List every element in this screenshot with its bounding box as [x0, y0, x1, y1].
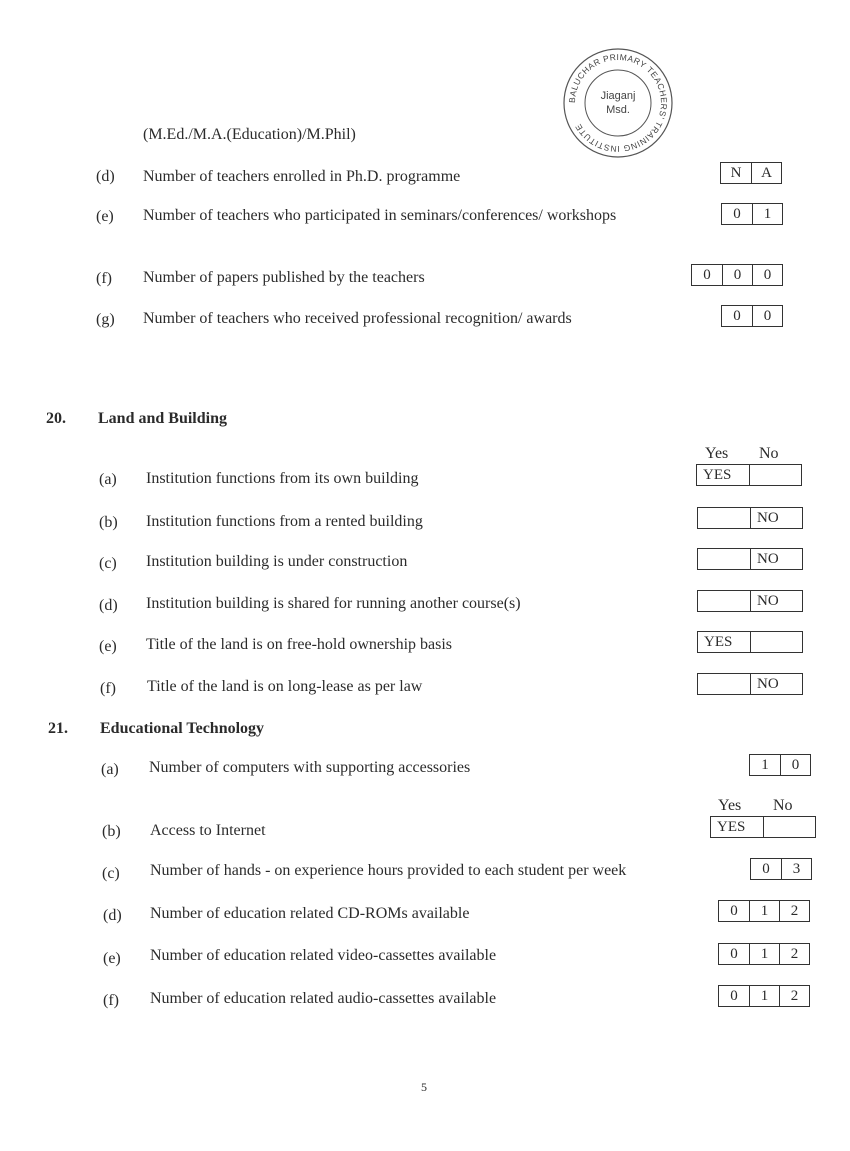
q20-a-text: Institution functions from its own building	[146, 470, 419, 487]
q21-a-letter: (a)	[101, 761, 119, 778]
q20-d-letter: (d)	[99, 597, 118, 614]
answer-cell[interactable]: 0	[730, 945, 738, 962]
q20-c-yes-no-box[interactable]	[697, 548, 803, 570]
answer-cell[interactable]: 1	[749, 944, 779, 964]
q20-e-yes-no-box[interactable]	[697, 631, 803, 653]
q21-f-letter: (f)	[103, 992, 119, 1009]
institute-stamp	[562, 47, 674, 159]
yes-cell[interactable]: YES	[703, 467, 732, 483]
q21-b-text: Access to Internet	[150, 822, 266, 839]
svg-text:BALUCHAR PRIMARY TEACHERS' TRA	[567, 52, 669, 154]
q21-c-answer-box[interactable]	[750, 858, 812, 880]
answer-cell[interactable]: N	[730, 164, 742, 181]
q21-d-letter: (d)	[103, 907, 122, 924]
q19-g-answer-box[interactable]	[721, 305, 783, 327]
q19-d-letter: (d)	[96, 168, 115, 185]
q21-a-text: Number of computers with supporting accessories	[149, 759, 471, 776]
yes-cell[interactable]	[698, 591, 750, 611]
no-cell[interactable]: NO	[750, 674, 802, 694]
q19-d-answer-box[interactable]	[720, 162, 782, 184]
q21-e-answer-box[interactable]	[718, 943, 810, 965]
q20-f-text: Title of the land is on long-lease as per law	[147, 678, 423, 695]
q19-e-answer-box[interactable]	[721, 203, 783, 225]
q20-title: Land and Building	[98, 410, 227, 427]
q20-c-text: Institution building is under construction	[146, 553, 408, 570]
answer-cell[interactable]: 0	[762, 860, 770, 877]
no-cell[interactable]	[763, 817, 815, 837]
q20-e-text: Title of the land is on free-hold ownership basis	[146, 636, 453, 653]
q19-e-letter: (e)	[96, 208, 114, 225]
q19-g-text: Number of teachers who received professional recognition/ awards	[143, 310, 572, 327]
no-cell[interactable]: NO	[750, 508, 802, 528]
q19-e-text: Number of teachers who participated in seminars/conferences/ workshops	[143, 207, 617, 224]
q19-continued-text: (M.Ed./M.A.(Education)/M.Phil)	[143, 126, 356, 143]
q20-no-header: No	[759, 445, 779, 462]
q21-c-text: Number of hands - on experience hours provided to each student per week	[150, 862, 627, 879]
answer-cell[interactable]: 1	[749, 986, 779, 1006]
answer-cell[interactable]: 0	[703, 266, 711, 283]
stamp-ring-text: BALUCHAR PRIMARY TEACHERS' TRAINING INSTITUTE	[566, 51, 670, 155]
q20-yes-header: Yes	[705, 445, 729, 462]
q20-d-text: Institution building is shared for running another course(s)	[146, 595, 521, 612]
q20-d-yes-no-box[interactable]	[697, 590, 803, 612]
answer-cell[interactable]: 0	[733, 307, 741, 324]
q21-f-answer-box[interactable]	[718, 985, 810, 1007]
no-cell[interactable]	[750, 632, 802, 652]
q20-f-letter: (f)	[100, 680, 116, 697]
q19-g-letter: (g)	[96, 311, 115, 328]
q21-d-text: Number of education related CD-ROMs available	[150, 905, 470, 922]
stamp-center-line2: Msd.	[606, 104, 630, 116]
q21-e-letter: (e)	[103, 950, 121, 967]
yes-cell[interactable]: YES	[717, 819, 746, 835]
answer-cell[interactable]: 1	[761, 756, 769, 773]
q21-number: 21.	[48, 720, 68, 737]
answer-cell[interactable]: 0	[730, 987, 738, 1004]
answer-cell[interactable]: 0	[730, 902, 738, 919]
q21-e-text: Number of education related video-cassettes available	[150, 947, 497, 964]
no-cell[interactable]	[749, 465, 801, 485]
q21-d-answer-box[interactable]	[718, 900, 810, 922]
q19-f-letter: (f)	[96, 270, 112, 287]
q21-no-header: No	[773, 797, 793, 814]
answer-cell[interactable]: 0	[752, 265, 782, 285]
q19-f-answer-box[interactable]	[691, 264, 783, 286]
answer-cell[interactable]: 0	[733, 205, 741, 222]
q21-f-text: Number of education related audio-cassettes available	[150, 990, 497, 1007]
yes-cell[interactable]	[698, 508, 750, 528]
answer-cell[interactable]: A	[751, 163, 781, 183]
q20-f-yes-no-box[interactable]	[697, 673, 803, 695]
answer-cell[interactable]: 0	[722, 265, 752, 285]
q21-a-answer-box[interactable]	[749, 754, 811, 776]
answer-cell[interactable]: 2	[779, 986, 809, 1006]
answer-cell[interactable]: 2	[779, 901, 809, 921]
yes-cell[interactable]	[698, 549, 750, 569]
stamp-center-line1: Jiaganj	[600, 90, 636, 102]
q19-d-text: Number of teachers enrolled in Ph.D. programme	[143, 168, 461, 185]
q20-b-letter: (b)	[99, 514, 118, 531]
answer-cell[interactable]: 1	[752, 204, 782, 224]
answer-cell[interactable]: 0	[780, 755, 810, 775]
yes-cell[interactable]: YES	[704, 634, 733, 650]
q20-number: 20.	[46, 410, 66, 427]
q20-b-yes-no-box[interactable]	[697, 507, 803, 529]
q21-b-yes-no-box[interactable]	[710, 816, 816, 838]
q21-yes-header: Yes	[718, 797, 742, 814]
q21-b-letter: (b)	[102, 823, 121, 840]
answer-cell[interactable]: 0	[752, 306, 782, 326]
q21-title: Educational Technology	[100, 720, 265, 737]
q20-b-text: Institution functions from a rented building	[146, 513, 423, 530]
no-cell[interactable]: NO	[750, 591, 802, 611]
answer-cell[interactable]: 2	[779, 944, 809, 964]
q20-c-letter: (c)	[99, 555, 117, 572]
q20-a-yes-no-box[interactable]	[696, 464, 802, 486]
answer-cell[interactable]: 3	[781, 859, 811, 879]
yes-cell[interactable]	[698, 674, 750, 694]
answer-cell[interactable]: 1	[749, 901, 779, 921]
no-cell[interactable]: NO	[750, 549, 802, 569]
page-number: 5	[421, 1080, 427, 1094]
q19-f-text: Number of papers published by the teachers	[143, 269, 425, 286]
q21-c-letter: (c)	[102, 865, 120, 882]
q20-e-letter: (e)	[99, 638, 117, 655]
q20-a-letter: (a)	[99, 471, 117, 488]
